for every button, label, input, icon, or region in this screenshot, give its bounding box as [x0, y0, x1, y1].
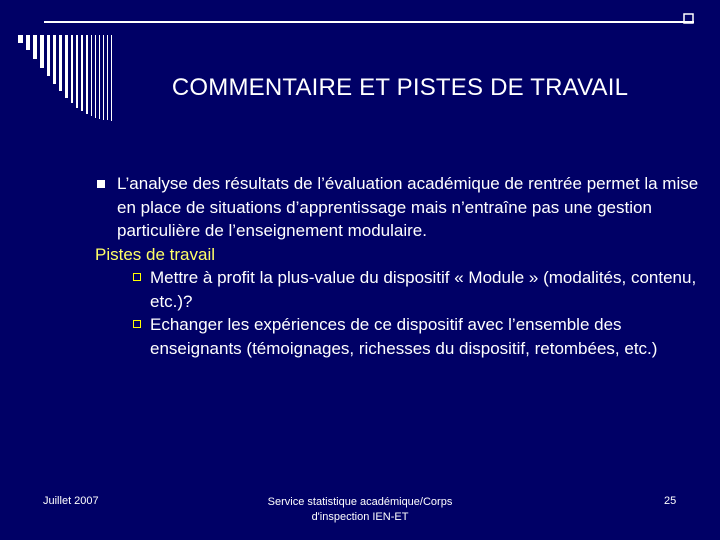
sub-bullet-text: Echanger les expériences de ce dispositif avec l’ensemble des enseignants (témoignages, richesses du dispositif, retombées, etc.) [150, 315, 658, 358]
page-number: 25 [664, 495, 677, 507]
square-bullet-icon [97, 180, 105, 188]
main-bullet-text: L’analyse des résultats de l’évaluation académique de rentrée permet la mise en place de situations d’apprentissage mais n’entraîne pas une gestion particulière de l’enseignement modulaire. [117, 174, 699, 240]
vertical-bars [18, 35, 112, 121]
hollow-square-bullet-icon [133, 273, 141, 281]
slide-title: COMMENTAIRE ET PISTES DE TRAVAIL [171, 74, 629, 101]
footer-source [240, 495, 480, 525]
footer-date: Juillet 2007 [43, 495, 99, 507]
footer-source-line1: Service statistique académique/Corps [267, 496, 453, 508]
pistes-heading: Pistes de travail [95, 244, 215, 264]
footer-source-line2: d'inspection IEN-ET [311, 511, 409, 523]
hollow-square-bullet-icon [133, 320, 141, 328]
slide-decoration [0, 0, 720, 130]
sub-bullet-item [95, 313, 710, 360]
main-bullet-item [95, 172, 710, 243]
slide-body [95, 172, 710, 360]
sub-bullet-text: Mettre à profit la plus-value du dispositif « Module » (modalités, contenu, etc.)? [150, 268, 697, 311]
sub-bullet-item [95, 266, 710, 313]
